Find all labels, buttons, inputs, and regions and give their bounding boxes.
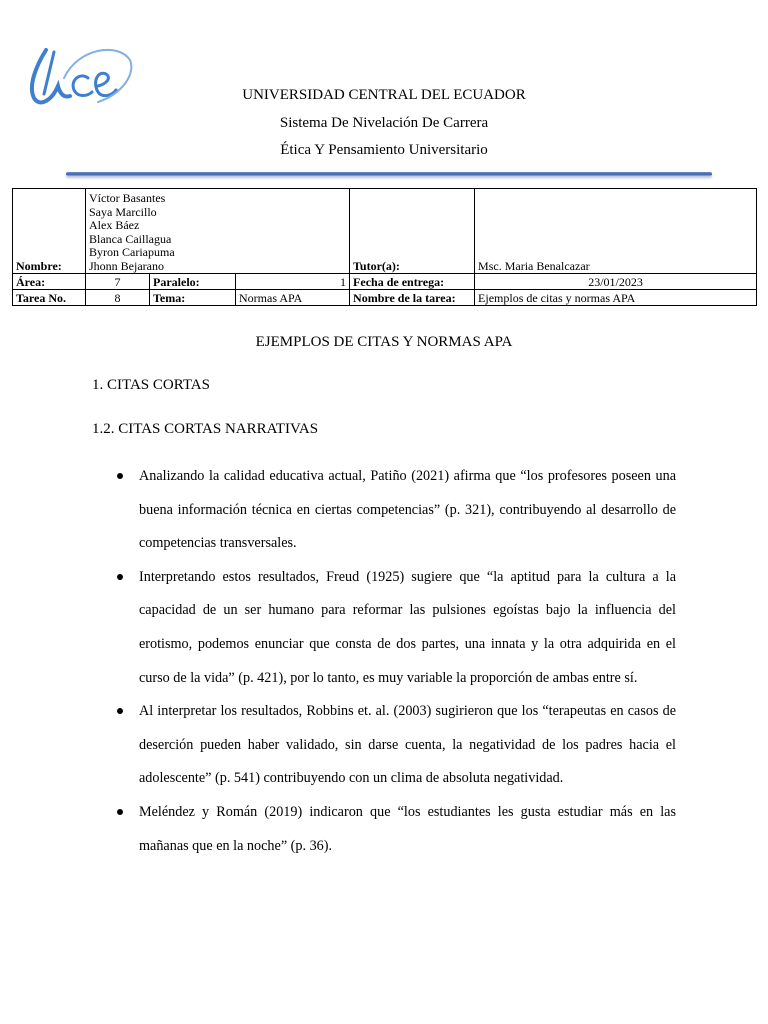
list-item (92, 460, 676, 561)
nombre-tarea-label: Nombre de la tarea: (350, 290, 475, 306)
tutor-label: Tutor(a): (350, 189, 475, 274)
citation-text: Analizando la calidad educativa actual, Patiño (2021) afirma que “los profesores poseen una buena información técnica en ciertas competencias” (p. 321), contribuyendo al desarrollo de competencias transversales. (139, 468, 676, 552)
tema-label: Tema: (150, 290, 236, 306)
paralelo-value: 1 (236, 274, 350, 290)
document-title: EJEMPLOS DE CITAS Y NORMAS APA (255, 334, 513, 350)
tarea-label: Tarea No. (13, 290, 86, 306)
area-value: 7 (86, 274, 150, 290)
nombre-tarea-value: Ejemplos de citas y normas APA (475, 290, 757, 306)
student-name: Víctor Basantes (89, 191, 166, 205)
student-name: Blanca Caillagua (89, 231, 172, 246)
citation-text: Al interpretar los resultados, Robbins et. al. (2003) sugirieron que los “terapeutas en casos de deserción pueden haber validado, sin darse cuenta, la negatividad de los padres hacia el adolescente” (p. 541) contribuyendo con un clima de absoluta negatividad. (139, 703, 676, 787)
tema-value: Normas APA (236, 290, 350, 306)
nombre-label: Nombre: (13, 189, 86, 274)
list-item (92, 561, 676, 695)
bullet-icon (117, 473, 123, 479)
tarea-value: 8 (86, 290, 150, 306)
area-label: Área: (13, 274, 86, 290)
students-list (86, 189, 350, 274)
bullet-icon (117, 809, 123, 815)
system-name: Sistema De Nivelación De Carrera (279, 115, 489, 131)
course-name: Ética Y Pensamiento Universitario (280, 142, 488, 158)
citation-list (92, 460, 676, 863)
paralelo-label: Paralelo: (150, 274, 236, 290)
student-name: Saya Marcillo (89, 204, 157, 219)
list-item (92, 695, 676, 796)
student-name: Alex Báez (89, 218, 140, 232)
tutor-value: Msc. Maria Benalcazar (475, 189, 757, 274)
info-table (12, 188, 757, 306)
bullet-icon (117, 574, 123, 580)
list-item (92, 796, 676, 863)
citation-text: Meléndez y Román (2019) indicaron que “los estudiantes les gusta estudiar más en las mañanas que en la noche” (p. 36). (139, 803, 676, 854)
student-name: Jhonn Bejarano (89, 258, 164, 273)
university-name: UNIVERSIDAD CENTRAL DEL ECUADOR (242, 87, 526, 103)
fecha-value: 23/01/2023 (475, 274, 757, 290)
university-logo (18, 38, 138, 118)
citation-text: Interpretando estos resultados, Freud (1925) sugiere que “la aptitud para la cultura a la capacidad de un ser humano para reformar las pulsiones egoístas bajo la influencia del erotismo, podemos enunciar que consta de dos partes, una innata y la otra adquirida en el curso de la vida” (p. 421), por lo tanto, es muy variable la proporción de ambas entre sí. (139, 568, 676, 686)
fecha-label: Fecha de entrega: (350, 274, 475, 290)
header-divider (66, 172, 712, 176)
subsection-heading: 1.2. CITAS CORTAS NARRATIVAS (92, 421, 319, 437)
bullet-icon (117, 708, 123, 714)
section-heading: 1. CITAS CORTAS (92, 377, 210, 393)
student-name: Byron Cariapuma (89, 245, 175, 259)
